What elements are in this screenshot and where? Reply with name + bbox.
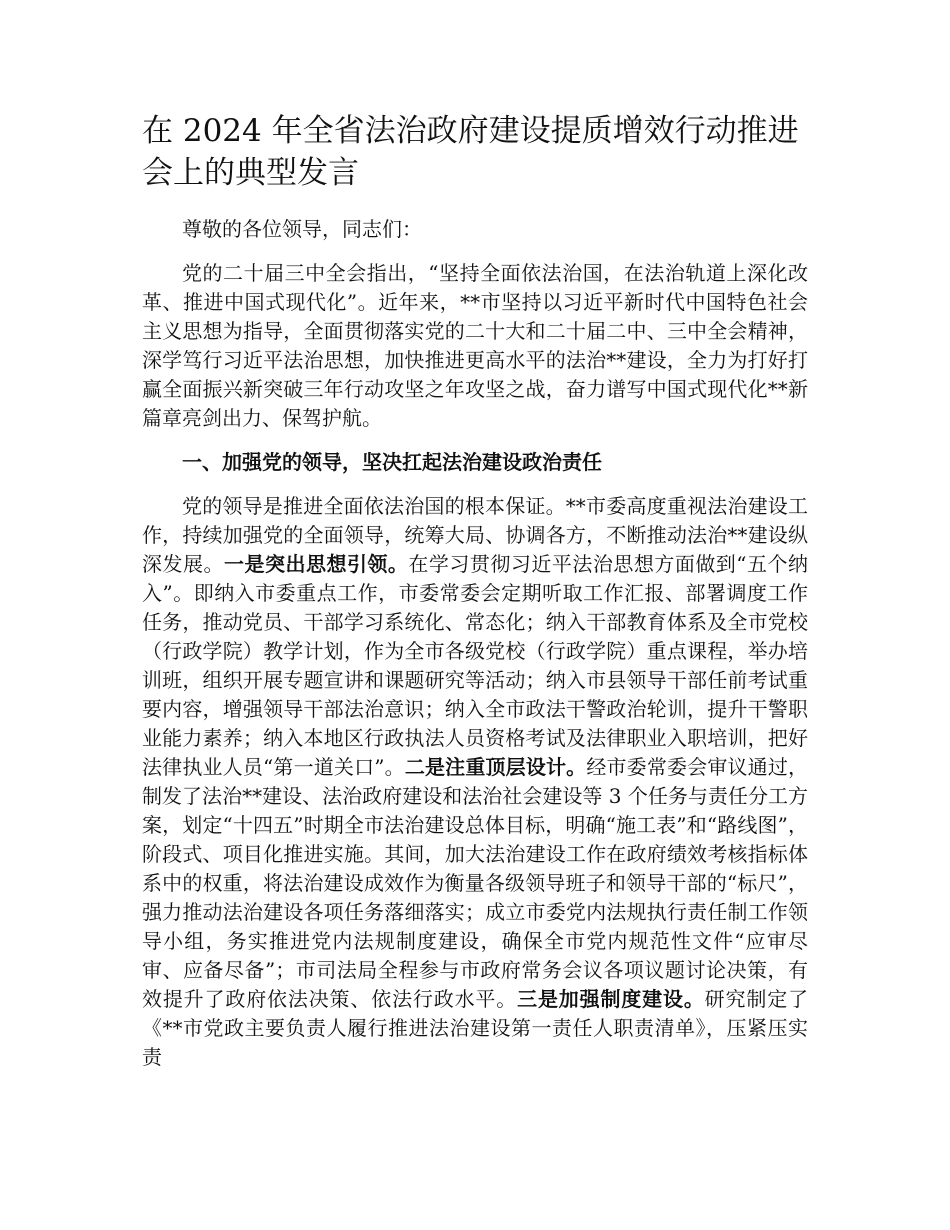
section-paragraph xyxy=(142,492,808,1072)
section-heading: 一、加强党的领导，坚决扛起法治建设政治责任 xyxy=(182,450,602,474)
intro-paragraph: 党的二十届三中全会指出，“坚持全面依法治国，在法治轨道上深化改革、推进中国式现代化”。近年来，**市坚持以习近平新时代中国特色社会主义思想为指导，全面贯彻落实党的二十大和二十届二中、三中全会精神，深学笃行习近平法治思想，加快推进更高水平的法治**建设，全力为打好打赢全面振兴新突破三年行动攻坚之年攻坚之战，奋力谱写中国式现代化**新篇章亮剑出力、保驾护航。 xyxy=(142,261,808,430)
paragraph-text: 研究制定了《**市党政主要负责人履行推进法治建设第一责任人职责清单》，压紧压实责 xyxy=(142,987,809,1069)
document-page xyxy=(142,110,808,1072)
paragraph-text: 党的领导是推进全面依法治国的根本保证。**市委高度重视法治建设工作，持续加强党的全面领导，统筹大局、协调各方，不断推动法治**建设纵深发展。 xyxy=(142,494,808,576)
point-two-heading: 二是注重顶层设计。 xyxy=(404,755,587,779)
paragraph-text: 在学习贯彻习近平法治思想方面做到“五个纳入”。即纳入市委重点工作，市委常委会定期听取工作汇报、部署调度工作任务，推动党员、干部学习系统化、常态化；纳入干部教育体系及全市党校（行政学院）教学计划，作为全市各级党校（行政学院）重点课程，举办培训班，组织开展专题宣讲和课题研究等活动；纳入市县领导干部任前考试重要内容，增强领导干部法治意识；纳入全市政法干警政治轮训，提升干警职业能力素养；纳入本地区行政执法人员资格考试及法律职业入职培训，把好法律执业人员“第一道关口”。 xyxy=(142,552,809,779)
greeting: 尊敬的各位领导，同志们： xyxy=(182,217,422,241)
point-three-heading: 三是加强制度建设。 xyxy=(517,987,705,1011)
document-title: 在 2024 年全省法治政府建设提质增效行动推进会上的典型发言 xyxy=(142,113,799,191)
point-one-heading: 一是突出思想引领。 xyxy=(223,552,409,576)
paragraph-text: 经市委常委会审议通过，制发了法治**建设、法治政府建设和法治社会建设等 3 个任务与责任分工方案，划定“十四五”时期全市法治建设总体目标，明确“施工表”和“路线图”，阶段式、项目化推进实施。其间，加大法治建设工作在政府绩效考核指标体系中的权重，将法治建设成效作为衡量各级领导班子和领导干部的“标尺”，强力推动法治建设各项任务落细落实；成立市委党内法规执行责任制工作领导小组，务实推进党内法规制度建设，确保全市党内规范性文件“应审尽审、应备尽备”；市司法局全程参与市政府常务会议各项议题讨论决策，有效提升了政府依法决策、依法行政水平。 xyxy=(142,755,809,1011)
